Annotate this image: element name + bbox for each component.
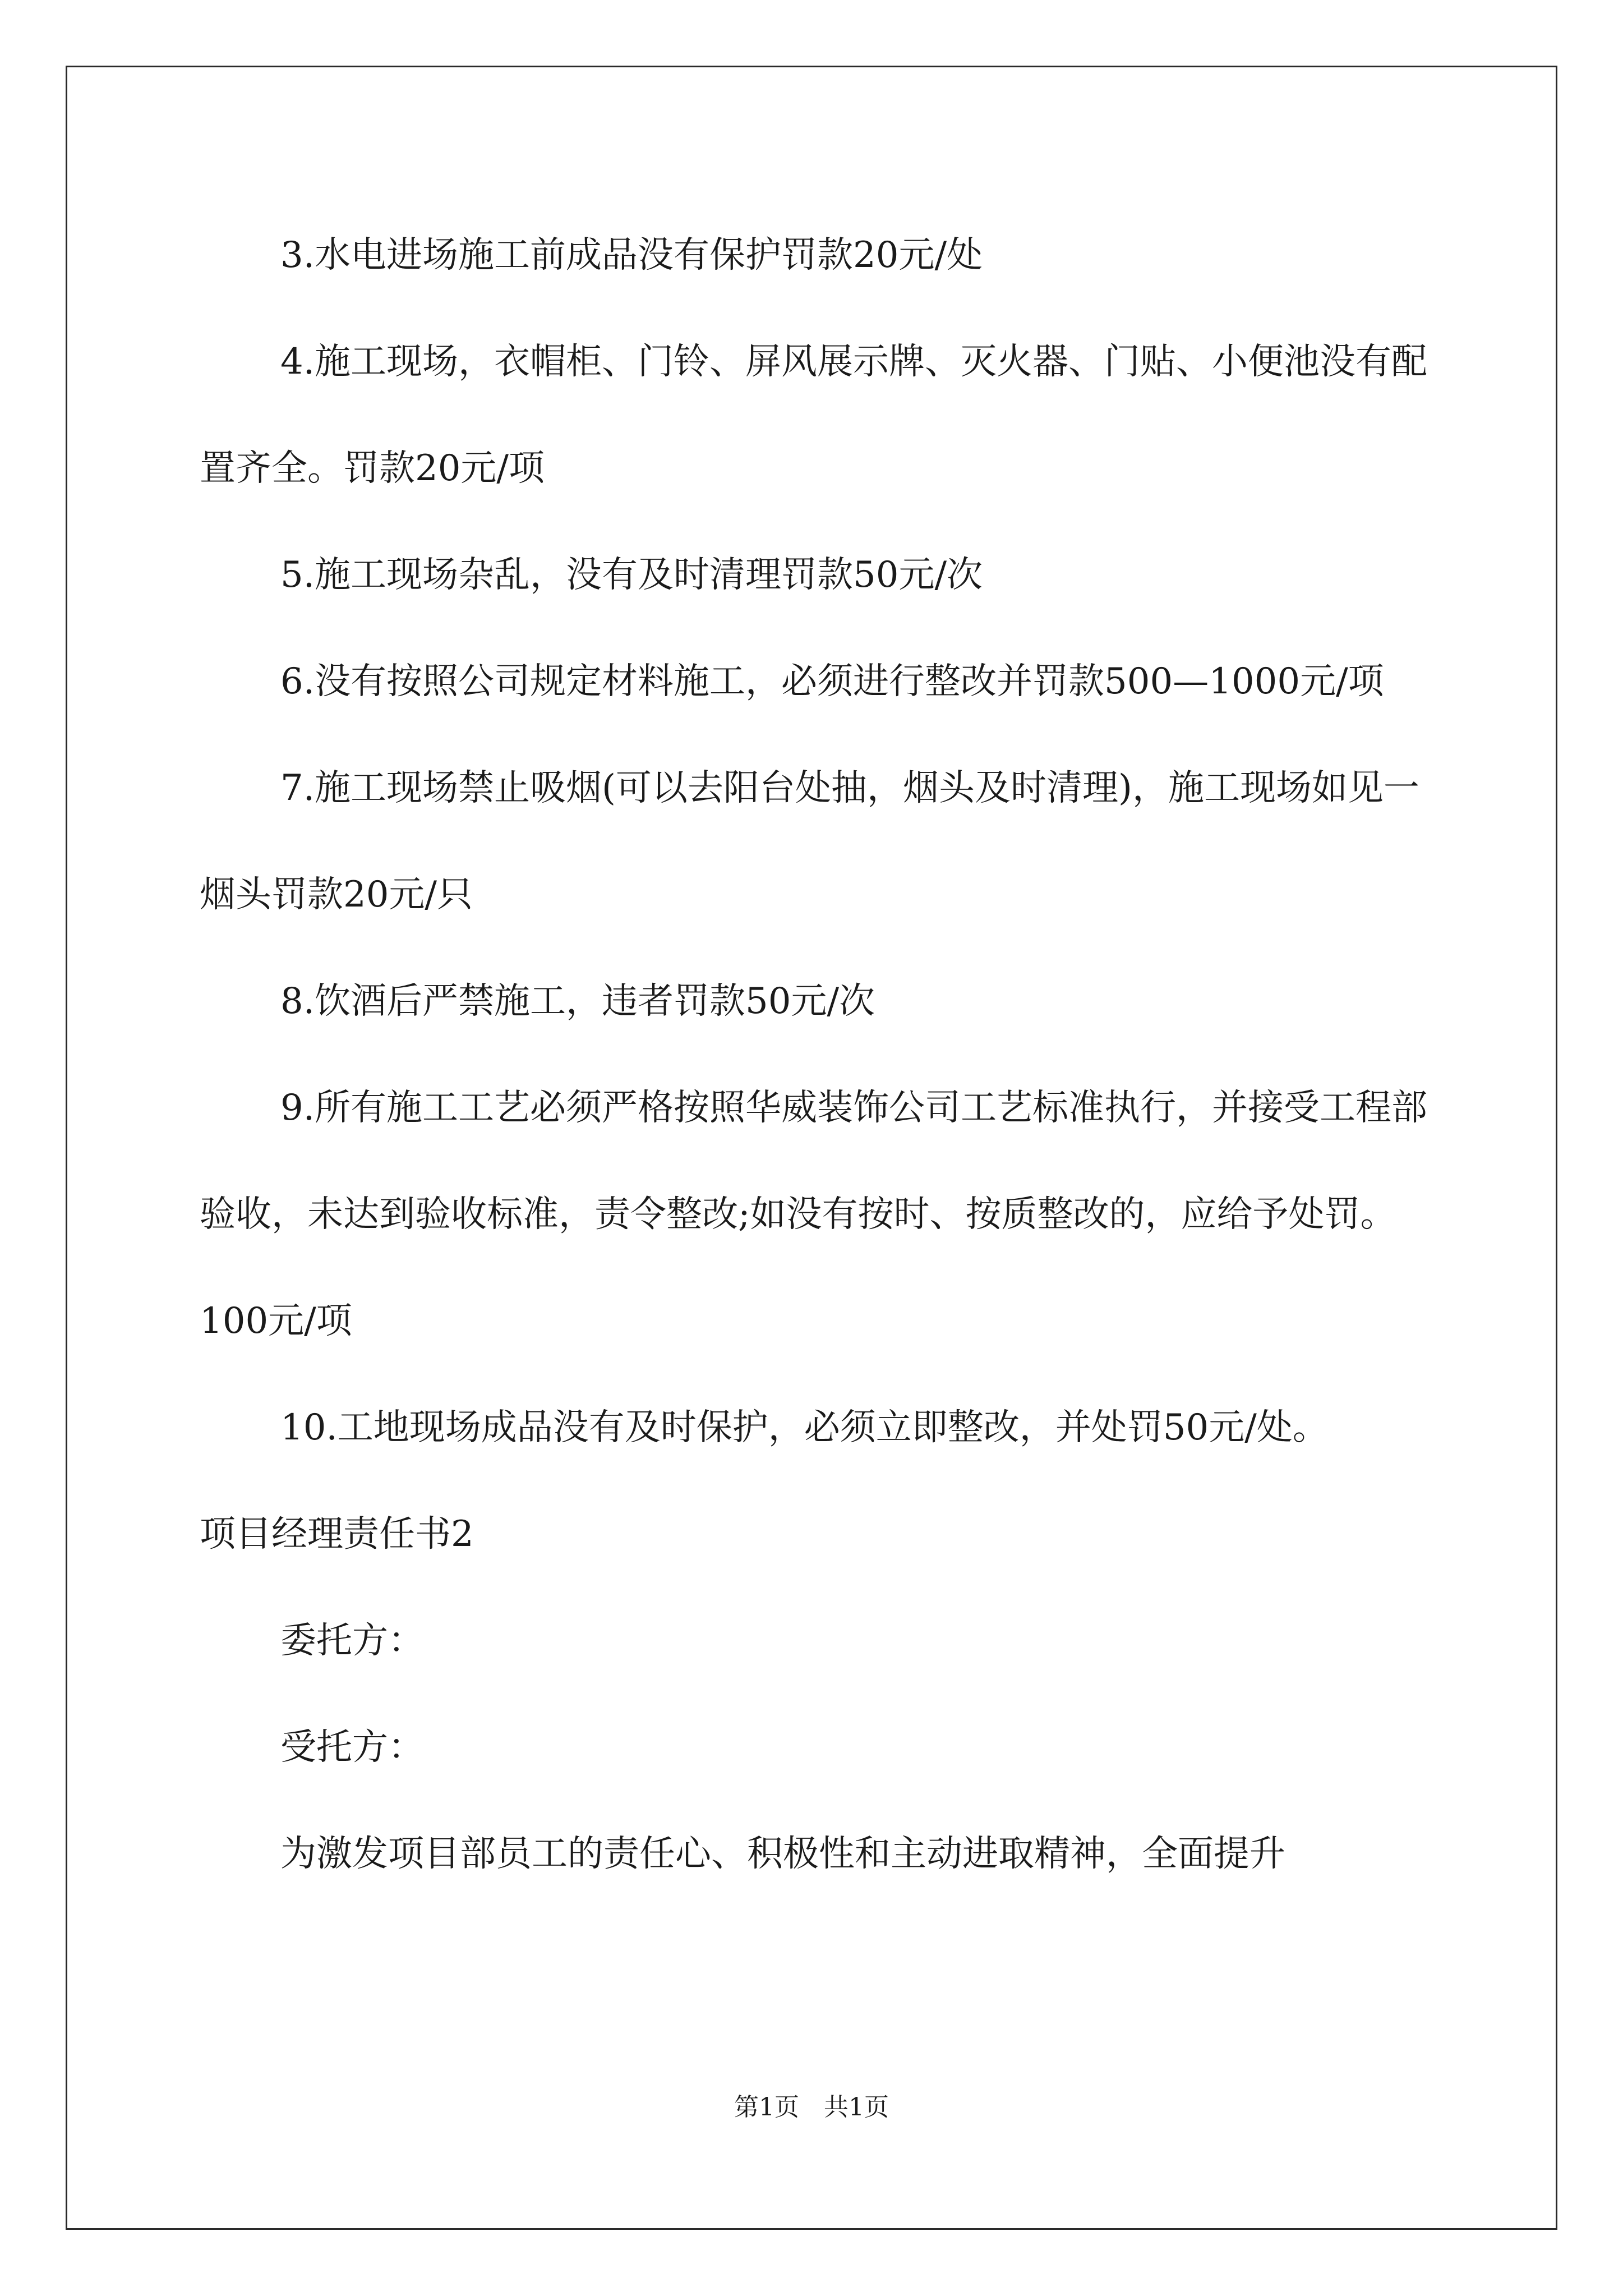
paragraph: 5.施工现场杂乱，没有及时清理罚款50元/次 [280, 554, 983, 596]
paragraph: 8.饮酒后严禁施工，违者罚款50元/次 [280, 981, 875, 1022]
paragraph: 为激发项目部员工的责任心、积极性和主动进取精神，全面提升 [280, 1833, 1285, 1875]
section-heading: 项目经理责任书2 [200, 1513, 474, 1555]
paragraph: 受托方： [280, 1727, 424, 1768]
paragraph: 9.所有施工工艺必须严格按照华威装饰公司工艺标准执行，并接受工程部验收，未达到验收标准，责令整改;如没有按时、按质整改的，应给予处罚。100元/项 [200, 1087, 1428, 1342]
paragraph: 4.施工现场，衣帽柜、门铃、屏风展示牌、灭火器、门贴、小便池没有配置齐全。罚款20元/项 [200, 341, 1428, 489]
paragraph: 6.没有按照公司规定材料施工，必须进行整改并罚款500—1000元/项 [280, 661, 1384, 702]
document-body [200, 202, 1428, 1907]
paragraph: 10.工地现场成品没有及时保护，必须立即整改，并处罚50元/处。 [280, 1407, 1329, 1448]
paragraph: 委托方： [280, 1620, 424, 1662]
page-number-footer: 第1页 共1页 [734, 2093, 889, 2122]
paragraph: 3.水电进场施工前成品没有保护罚款20元/处 [280, 234, 983, 276]
paragraph: 7.施工现场禁止吸烟(可以去阳台处抽，烟头及时清理)，施工现场如见一烟头罚款20元/只 [200, 767, 1419, 915]
